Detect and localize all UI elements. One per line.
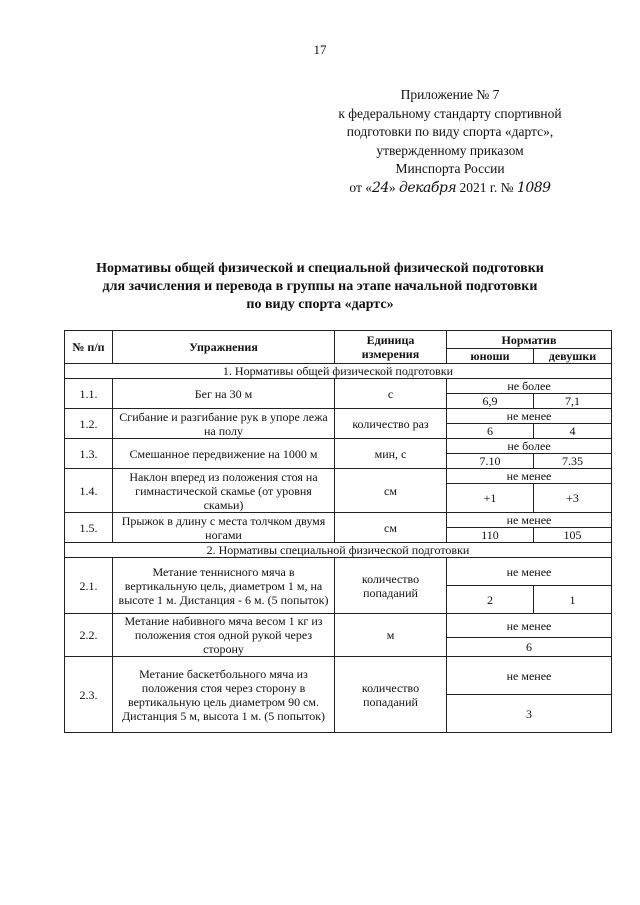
row-condition: не менее bbox=[447, 469, 612, 484]
row-number: 1.5. bbox=[65, 513, 113, 543]
header-unit: Единица измерения bbox=[335, 331, 447, 364]
row-boys-value: 6 bbox=[447, 424, 534, 439]
row-number: 1.4. bbox=[65, 469, 113, 513]
row-common-value: 3 bbox=[447, 695, 612, 733]
row-number: 1.1. bbox=[65, 379, 113, 409]
row-condition: не более bbox=[447, 439, 612, 454]
row-boys-value: 110 bbox=[447, 528, 534, 543]
row-unit: мин, с bbox=[335, 439, 447, 469]
row-common-value: 6 bbox=[447, 638, 612, 657]
row-girls-value: 1 bbox=[534, 586, 612, 614]
row-condition: не менее bbox=[447, 614, 612, 638]
row-unit: количество попаданий bbox=[335, 657, 447, 733]
row-number: 2.2. bbox=[65, 614, 113, 657]
table-row bbox=[65, 614, 612, 638]
row-girls-value: 105 bbox=[534, 528, 612, 543]
annex-line: к федеральному стандарту спортивной bbox=[338, 105, 562, 121]
date-month: декабря bbox=[398, 179, 457, 196]
row-boys-value: 6,9 bbox=[447, 394, 534, 409]
row-unit: количество попаданий bbox=[335, 558, 447, 614]
header-norm: Норматив bbox=[447, 331, 612, 349]
section-title: 1. Нормативы общей физической подготовки bbox=[65, 364, 612, 379]
row-unit: м bbox=[335, 614, 447, 657]
date-day: 24 bbox=[372, 179, 389, 196]
row-number: 1.2. bbox=[65, 409, 113, 439]
page-number: 17 bbox=[313, 42, 327, 57]
date-prefix: от « bbox=[349, 179, 373, 195]
row-exercise: Наклон вперед из положения стоя на гимнастической скамье (от уровня скамьи) bbox=[113, 469, 335, 513]
annex-date-line bbox=[300, 179, 600, 198]
norms-table bbox=[64, 330, 612, 733]
title-line: по виду спорта «дартс» bbox=[246, 297, 394, 312]
table-row bbox=[65, 513, 612, 528]
header-girls: девушки bbox=[534, 349, 612, 364]
row-number: 2.3. bbox=[65, 657, 113, 733]
date-year: 2021 г. № bbox=[456, 179, 517, 195]
table-row bbox=[65, 409, 612, 424]
table-row bbox=[65, 439, 612, 454]
row-unit: количество раз bbox=[335, 409, 447, 439]
table-row bbox=[65, 379, 612, 394]
row-number: 1.3. bbox=[65, 439, 113, 469]
row-exercise: Бег на 30 м bbox=[113, 379, 335, 409]
row-condition: не менее bbox=[447, 558, 612, 586]
table-row bbox=[65, 657, 612, 695]
row-girls-value: +3 bbox=[534, 484, 612, 513]
row-exercise: Сгибание и разгибание рук в упоре лежа на полу bbox=[113, 409, 335, 439]
section-row bbox=[65, 543, 612, 558]
row-boys-value: +1 bbox=[447, 484, 534, 513]
annex-line: Минспорта России bbox=[395, 161, 505, 177]
row-girls-value: 7,1 bbox=[534, 394, 612, 409]
document-title bbox=[60, 260, 580, 314]
header-num: № п/п bbox=[65, 331, 113, 364]
header-exercise: Упражнения bbox=[113, 331, 335, 364]
row-exercise: Смешанное передвижение на 1000 м bbox=[113, 439, 335, 469]
row-condition: не менее bbox=[447, 513, 612, 528]
row-condition: не менее bbox=[447, 409, 612, 424]
annex-line: подготовки по виду спорта «дартс», bbox=[346, 124, 554, 140]
order-number: 1089 bbox=[516, 179, 551, 196]
date-sep: » bbox=[388, 179, 399, 195]
row-number: 2.1. bbox=[65, 558, 113, 614]
row-unit: см bbox=[335, 469, 447, 513]
row-condition: не менее bbox=[447, 657, 612, 695]
row-exercise: Метание набивного мяча весом 1 кг из положения стоя одной рукой через сторону bbox=[113, 614, 335, 657]
row-exercise: Прыжок в длину с места толчком двумя ногами bbox=[113, 513, 335, 543]
annex-line: утвержденному приказом bbox=[376, 142, 524, 158]
table-row bbox=[65, 469, 612, 484]
title-line: Нормативы общей физической и специальной физической подготовки bbox=[96, 261, 544, 276]
row-girls-value: 4 bbox=[534, 424, 612, 439]
section-row bbox=[65, 364, 612, 379]
row-girls-value: 7.35 bbox=[534, 454, 612, 469]
title-line: для зачисления и перевода в группы на этапе начальной подготовки bbox=[102, 279, 538, 294]
header-boys: юноши bbox=[447, 349, 534, 364]
row-boys-value: 7.10 bbox=[447, 454, 534, 469]
annex-block bbox=[300, 86, 600, 198]
row-unit: с bbox=[335, 379, 447, 409]
row-boys-value: 2 bbox=[447, 586, 534, 614]
row-exercise: Метание баскетбольного мяча из положения стоя через сторону в вертикальную цель диаметром 90 см. Дистанция 5 м, высота 1 м. (5 попыток) bbox=[113, 657, 335, 733]
annex-line: Приложение № 7 bbox=[400, 87, 500, 102]
section-title: 2. Нормативы специальной физической подготовки bbox=[65, 543, 612, 558]
table-row bbox=[65, 558, 612, 586]
header-row bbox=[65, 331, 612, 349]
row-unit: см bbox=[335, 513, 447, 543]
row-exercise: Метание теннисного мяча в вертикальную цель, диаметром 1 м, на высоте 1 м. Дистанция - 6 м. (5 попыток) bbox=[113, 558, 335, 614]
row-condition: не более bbox=[447, 379, 612, 394]
